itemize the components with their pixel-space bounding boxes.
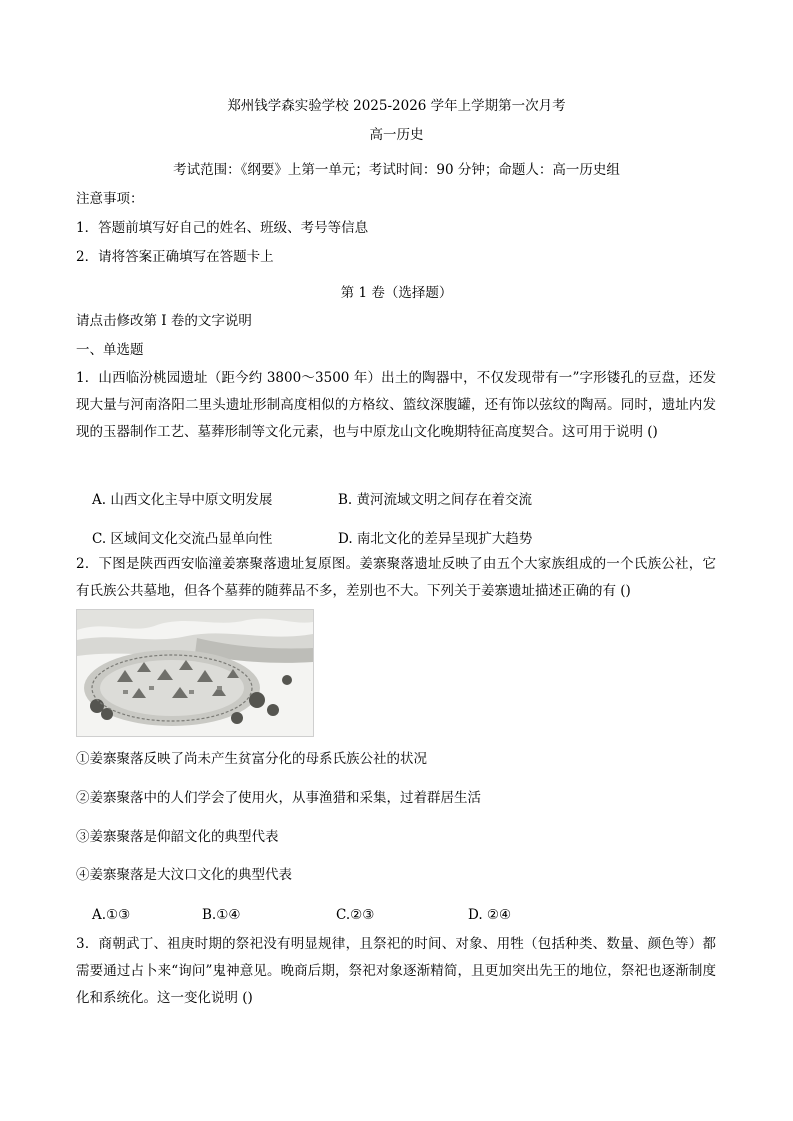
question-2-option-a[interactable]: A.①③	[92, 907, 131, 923]
notice-heading: 注意事项：	[76, 191, 144, 207]
question-2-option-d[interactable]: D. ②④	[468, 907, 512, 923]
question-2-stem: 2．下图是陕西西安临潼姜寨聚落遗址复原图。姜寨聚落遗址反映了由五个大家族组成的一个氏族公社，它有氏族公共墓地，但各个墓葬的随葬品不多，差别也不大。下列关于姜寨遗址描述正确的有 ()	[76, 556, 716, 599]
question-2-statement-4: ④姜寨聚落是大汶口文化的典型代表	[76, 867, 292, 883]
question-1-option-b[interactable]: B. 黄河流域文明之间存在着交流	[338, 492, 533, 508]
question-1-option-d[interactable]: D. 南北文化的差异呈现扩大趋势	[338, 531, 533, 547]
question-1-option-a[interactable]: A. 山西文化主导中原文明发展	[92, 492, 273, 508]
question-1-stem: 1．山西临汾桃园遗址（距今约 3800～3500 年）出土的陶器中，不仅发现带有一”字形镂孔的豆盘，还发现大量与河南洛阳二里头遗址形制高度相似的方格纹、篮纹深腹罐，还有饰以弦纹的陶鬲。同时，遗址内发现的玉器制作工艺、墓葬形制等文化元素，也与中原龙山文化晚期特征高度契合。这可用于说明 ()	[76, 370, 716, 440]
exam-info: 考试范围：《纲要》上第一单元；考试时间：90 分钟；命题人：高一历史组	[173, 162, 620, 178]
question-2-statement-2: ②姜寨聚落中的人们学会了使用火，从事渔猎和采集，过着群居生活	[76, 790, 481, 806]
question-2-statement-1: ①姜寨聚落反映了尚未产生贫富分化的母系氏族公社的状况	[76, 751, 427, 767]
question-2-statement-3: ③姜寨聚落是仰韶文化的典型代表	[76, 829, 279, 845]
notice-item: 1．答题前填写好自己的姓名、班级、考号等信息	[76, 220, 369, 236]
notice-item: 2．请将答案正确填写在答题卡上	[76, 249, 274, 265]
question-2-option-b[interactable]: B.①④	[202, 907, 241, 923]
question-2-option-c[interactable]: C.②③	[336, 907, 375, 923]
section-part: 一、单选题	[76, 342, 144, 358]
exam-subject: 高一历史	[369, 127, 424, 143]
jiangzhai-settlement-image	[76, 609, 314, 737]
section-title: 第 1 卷（选择题）	[340, 285, 453, 301]
question-3-stem: 3．商朝武丁、祖庚时期的祭祀没有明显规律，且祭祀的时间、对象、用牲（包括种类、数量、颜色等）都需要通过占卜来“询问”鬼神意见。晚商后期，祭祀对象逐渐精简，且更加突出先王的地位，祭祀也逐渐制度化和系统化。这一变化说明 ()	[76, 936, 716, 1006]
exam-title: 郑州钱学森实验学校 2025-2026 学年上学期第一次月考	[227, 98, 566, 114]
question-1-option-c[interactable]: C. 区域间文化交流凸显单向性	[92, 531, 273, 547]
section-note: 请点击修改第 I 卷的文字说明	[76, 313, 252, 329]
